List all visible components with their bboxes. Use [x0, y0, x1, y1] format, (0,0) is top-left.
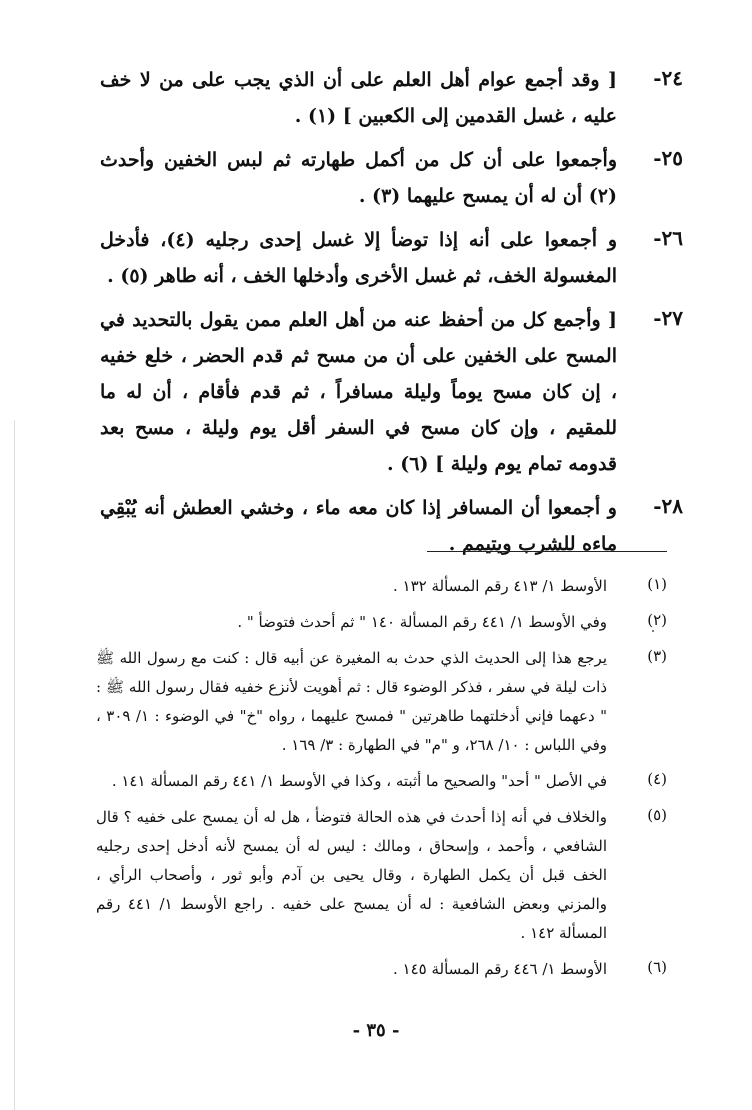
entry-text: و أجمعوا أن المسافر إذا كان معه ماء ، وخشي العطش أنه يُبْقِي ماءه للشرب ويتيمم . — [100, 497, 617, 555]
footnote-text: وفي الأوسط ١/ ٤٤١ رقم المسألة ١٤٠ " ثم أحدث فتوضأ " . — [237, 613, 607, 631]
footnote-number: (٢) — [647, 611, 667, 629]
footnote-text: الأوسط ١/ ٤١٣ رقم المسألة ١٣٢ . — [392, 577, 607, 595]
footnote-number: (٥) — [647, 806, 667, 824]
entry-number: ٢٥- — [653, 146, 683, 170]
entry-25 — [100, 142, 683, 214]
footnotes — [96, 572, 671, 991]
footnote-text: في الأصل " أحد" والصحيح ما أثبته ، وكذا في الأوسط ١/ ٤٤١ رقم المسألة ١٤١ . — [111, 772, 607, 790]
footnote-number: (٣) — [647, 647, 667, 665]
footnote-5 — [96, 803, 671, 948]
entry-number: ٢٨- — [653, 494, 683, 518]
footnote-number: (١) — [647, 575, 667, 593]
entry-number: ٢٧- — [653, 306, 683, 330]
footnote-number: (٦) — [647, 958, 667, 976]
entry-24 — [100, 62, 683, 134]
entry-text: وأجمعوا على أن كل من أكمل طهارته ثم لبس الخفين وأحدث (٢) أن له أن يمسح عليهما (٣) . — [100, 149, 617, 207]
footnote-text: يرجع هذا إلى الحديث الذي حدث به المغيرة عن أبيه قال : كنت مع رسول الله ﷺ ذات ليلة في سفر ، فذكر الوضوء قال : ثم أهويت لأنزع خفيه فقال رسول الله ﷺ : " دعهما فإني أدخلتهما طاهرتين " فمسح عليهما ، رواه "خ" في الوضوء : ١/ ٣٠٩ ، وفي اللباس : ١٠/ ٢٦٨، و "م" في الطهارة : ٣/ ١٦٩ . — [96, 649, 608, 754]
footnote-number: (٤) — [647, 770, 667, 788]
entry-number: ٢٤- — [653, 66, 683, 90]
entry-27 — [100, 302, 683, 482]
footnote-2 — [96, 608, 671, 637]
footnote-text: والخلاف في أنه إذا أحدث في هذه الحالة فتوضأ ، هل له أن يمسح على خفيه ؟ قال الشافعي ، وأحمد ، وإسحاق ، ومالك : ليس له أن يمسح لأنه أدخل إحدى رجليه الخف قبل أن يكمل الطهارة ، وقال يحيى بن آدم وأبو ثور ، وأصحاب الرأي ، والمزني وبعض الشافعية : له أن يمسح على خفيه . راجع الأوسط ١/ ٤٤١ رقم المسألة ١٤٢ . — [96, 808, 607, 942]
entry-text: و أجمعوا على أنه إذا توضأ إلا غسل إحدى رجليه (٤)، فأدخل المغسولة الخف، ثم غسل الأخرى وأدخلها الخف ، أنه طاهر (٥) . — [100, 229, 617, 287]
entry-number: ٢٦- — [653, 226, 683, 250]
entry-text: [ وأجمع كل من أحفظ عنه من أهل العلم ممن يقول بالتحديد في المسح على الخفين على أن من مسح ثم قدم الحضر ، خلع خفيه ، إن كان مسح يوماً وليلة مسافراً ، ثم قدم فأقام ، أن له ما للمقيم ، وإن كان مسح في السفر أقل يوم وليلة ، مسح بعد قدومه تمام يوم وليلة ] (٦) . — [100, 309, 617, 475]
footnote-3 — [96, 644, 671, 760]
entry-26 — [100, 222, 683, 294]
footnote-text: الأوسط ١/ ٤٤٦ رقم المسألة ١٤٥ . — [392, 960, 607, 978]
footnote-4 — [96, 767, 671, 796]
main-text — [100, 62, 683, 570]
footnote-1 — [96, 572, 671, 601]
footnote-6 — [96, 955, 671, 984]
page-number: - ٣٥ - — [352, 1020, 400, 1041]
footnote-separator — [427, 551, 667, 552]
entry-text: [ وقد أجمع عوام أهل العلم على أن الذي يجب على من لا خف عليه ، غسل القدمين إلى الكعبين ] (١) . — [100, 69, 617, 127]
scan-margin-line — [14, 420, 15, 1110]
